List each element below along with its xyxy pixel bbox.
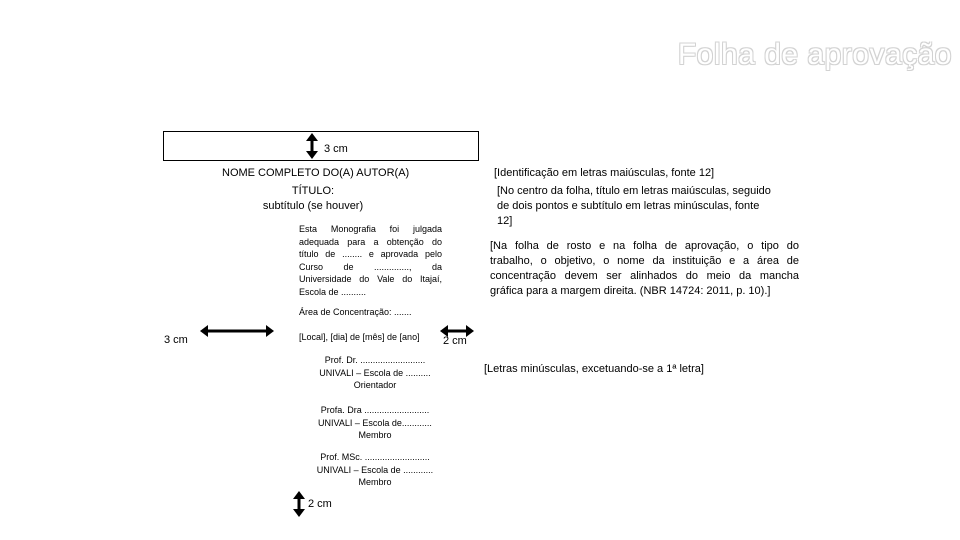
top-margin-box	[163, 131, 479, 161]
work-subtitle: subtítulo (se houver)	[262, 200, 364, 212]
work-nature-line: Curso de .............., da	[299, 261, 442, 272]
title-note	[497, 184, 797, 229]
examiner-institution: UNIVALI – Escola de ..........	[319, 367, 431, 378]
page-title: Folha de aprovação	[677, 38, 952, 71]
examiner-role: Orientador	[353, 380, 397, 390]
work-nature-line: título de ........ e aprovada pelo	[299, 249, 442, 259]
examiner-name: Prof. MSc. ..........................	[320, 452, 430, 462]
lowercase-note: [Letras minúsculas, excetuando-se a 1ª letra]	[484, 363, 704, 375]
alignment-note-line: [Na folha de rosto e na folha de aprovação, o tipo do	[490, 240, 799, 252]
double-arrow-vertical-icon	[305, 133, 319, 159]
identification-note: [Identificação em letras maiúsculas, fonte 12]	[494, 167, 715, 179]
concentration-area: Área de Concentração: .......	[299, 307, 412, 317]
place-date: [Local], [dia] de [mês] de [ano]	[299, 332, 420, 342]
work-nature-line: Universidade do Vale do Itajaí,	[299, 274, 442, 284]
examiner-institution: UNIVALI – Escola de ............	[316, 464, 434, 475]
work-title: TÍTULO:	[291, 185, 335, 197]
examiner-block	[295, 451, 455, 489]
alignment-note-line: gráfica para a margem direita. (NBR 14724: 2011, p. 10).]	[490, 285, 771, 297]
alignment-note-line: concentração devem ser alinhados do meio da mancha	[490, 270, 799, 282]
examiner-block	[295, 404, 455, 442]
double-arrow-vertical-icon	[292, 491, 306, 517]
author-name: NOME COMPLETO DO(A) AUTOR(A)	[222, 167, 410, 179]
bottom-margin-label: 2 cm	[308, 498, 332, 510]
double-arrow-horizontal-icon	[200, 324, 274, 338]
work-nature-block	[299, 223, 442, 298]
title-note-line: 12]	[497, 215, 513, 227]
examiner-institution: UNIVALI – Escola de............	[318, 417, 432, 428]
top-margin-label: 3 cm	[324, 143, 348, 155]
right-margin-label: 2 cm	[443, 335, 467, 347]
examiner-block	[295, 354, 455, 392]
title-note-line: de dois pontos e subtítulo em letras minúsculas, fonte	[497, 200, 760, 212]
work-nature-line: Escola de ..........	[299, 286, 367, 297]
alignment-note-line: trabalho, o objetivo, o nome da instituição e a área de	[490, 255, 799, 267]
left-margin-label: 3 cm	[164, 334, 188, 346]
title-note-line: [No centro da folha, título em letras maiúsculas, seguido	[497, 185, 771, 197]
examiner-role: Membro	[358, 477, 392, 487]
alignment-note	[490, 239, 799, 299]
examiner-name: Profa. Dra ..........................	[320, 405, 430, 415]
work-nature-line: adequada para a obtenção do	[299, 236, 442, 247]
examiner-name: Prof. Dr. ..........................	[324, 355, 426, 365]
examiner-role: Membro	[358, 430, 392, 440]
work-nature-line: Esta Monografia foi julgada	[299, 224, 442, 234]
